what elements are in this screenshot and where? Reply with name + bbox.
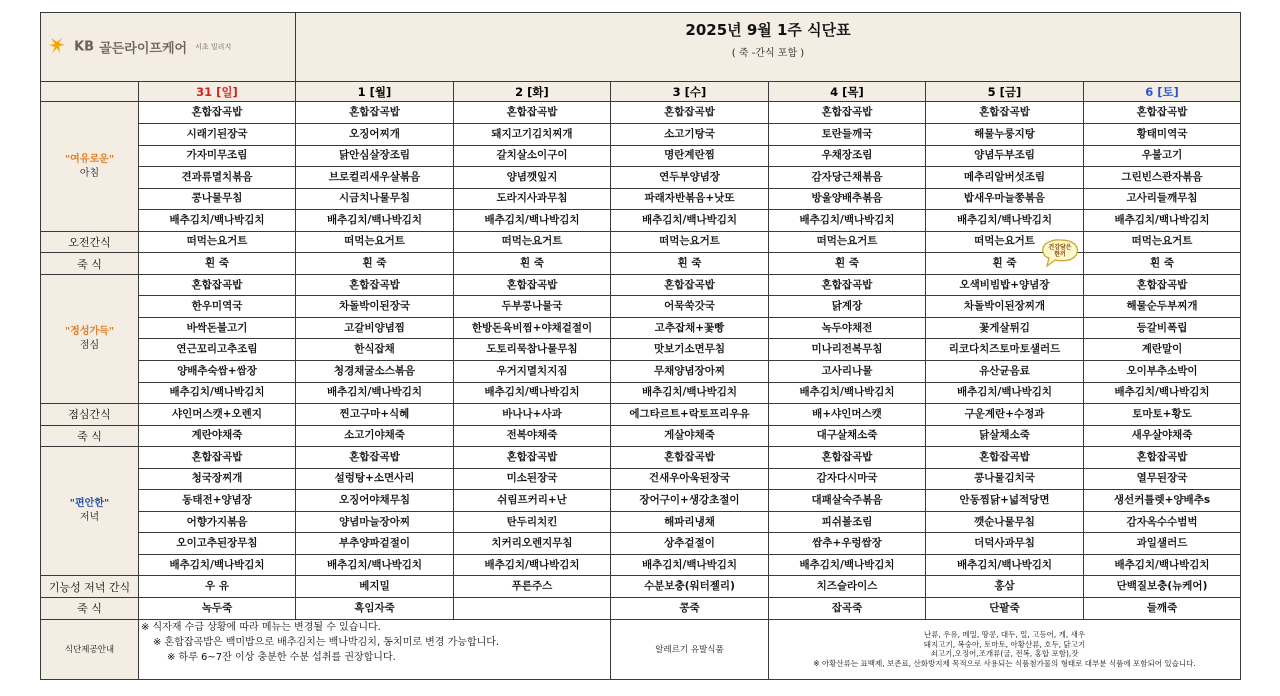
allergy-line: 쇠고기,오징어,조개류(굴, 전복, 홍합 포함),잣 — [930, 649, 1079, 659]
breakfast-menu-item: 브로컬리새우살볶음 — [296, 167, 454, 189]
breakfast-menu-item: 파래자반볶음+낫또 — [611, 188, 769, 210]
lunch-menu-item: 오색비빔밥+양념장 — [926, 274, 1084, 296]
porridge1-item: 흰 죽 — [1084, 253, 1241, 275]
lunch-menu-item: 해물순두부찌개 — [1084, 296, 1241, 318]
dinner-menu-item: 혼합잡곡밥 — [1084, 447, 1241, 469]
am_snack-item: 떠먹는요거트 — [611, 231, 769, 253]
am_snack-item: 떠먹는요거트 — [454, 231, 611, 253]
lunch-menu-item: 바싹돈불고기 — [139, 317, 296, 339]
porridge3-item: 단팥죽 — [926, 598, 1084, 620]
day-header: 6 [토] — [1084, 81, 1241, 101]
breakfast-menu-item: 혼합잡곡밥 — [1084, 102, 1241, 124]
dinner-menu-item: 건새우아욱된장국 — [611, 468, 769, 490]
allergy-line: 돼지고기, 복숭아, 토마토, 아황산류, 호두, 닭고기 — [923, 639, 1086, 649]
night_snack-item: 치즈슬라이스 — [769, 576, 926, 598]
breakfast-menu-item: 우채장조림 — [769, 145, 926, 167]
dinner-menu-item: 어향가지볶음 — [139, 511, 296, 533]
lunch-menu-item: 배추김치/백나박김치 — [454, 382, 611, 404]
lunch-menu-item: 혼합잡곡밥 — [454, 274, 611, 296]
lunch-menu-item: 유산균음료 — [926, 360, 1084, 382]
dinner-menu-item: 열무된장국 — [1084, 468, 1241, 490]
badge-text-line2: 한끼 — [1053, 251, 1066, 259]
porridge2-item: 계란야채죽 — [139, 425, 296, 447]
breakfast-menu-item: 양념두부조림 — [926, 145, 1084, 167]
night_snack-item: 푸른주스 — [454, 576, 611, 598]
breakfast-label-title: "여유로운" — [64, 153, 115, 165]
lunch-menu-item: 한우미역국 — [139, 296, 296, 318]
lunch-menu-item: 혼합잡곡밥 — [296, 274, 454, 296]
lunch-menu-item: 연근꼬리고추조림 — [139, 339, 296, 361]
notice-line: ※ 혼합잡곡밥은 백미밥으로 배추김치는 백나박김치, 동치미로 변경 가능합니다. — [153, 636, 500, 648]
title-area — [296, 13, 1241, 82]
corner-cell — [41, 81, 139, 101]
lunch-menu-item: 고사리나물 — [769, 360, 926, 382]
breakfast-menu-item: 연두부양념장 — [611, 167, 769, 189]
dinner-menu-item: 오이고추된장무침 — [139, 533, 296, 555]
dinner-label — [41, 447, 139, 576]
dinner-menu-item: 깻순나물무침 — [926, 511, 1084, 533]
breakfast-menu-item: 혼합잡곡밥 — [454, 102, 611, 124]
breakfast-menu-item: 오징어찌개 — [296, 123, 454, 145]
dinner-menu-item: 배추김치/백나박김치 — [769, 554, 926, 576]
pm_snack-label: 점심간식 — [41, 404, 139, 426]
dinner-menu-item: 배추김치/백나박김치 — [454, 554, 611, 576]
dinner-menu-item: 혼합잡곡밥 — [139, 447, 296, 469]
dinner-menu-item: 감자다시마국 — [769, 468, 926, 490]
dinner-menu-item: 생선커틀렛+양배추s — [1084, 490, 1241, 512]
lunch-menu-item: 녹두야채전 — [769, 317, 926, 339]
breakfast-menu-item: 배추김치/백나박김치 — [611, 210, 769, 232]
porridge1-item: 흰 죽 — [769, 253, 926, 275]
day-header: 4 [목] — [769, 81, 926, 101]
porridge1-item: 흰 죽 — [139, 253, 296, 275]
day-header: 31 [일] — [139, 81, 296, 101]
am_snack-item: 떠먹는요거트 — [769, 231, 926, 253]
dinner-menu-item: 치커리오렌지무침 — [454, 533, 611, 555]
dinner-label-title: "편안한" — [69, 498, 110, 510]
breakfast-menu-item: 배추김치/백나박김치 — [296, 210, 454, 232]
lunch-menu-item: 차돌박이된장국 — [296, 296, 454, 318]
logo-branch: 서초 빌리지 — [195, 42, 232, 51]
lunch-menu-item: 닭계장 — [769, 296, 926, 318]
dinner-menu-item: 배추김치/백나박김치 — [926, 554, 1084, 576]
breakfast-menu-item: 혼합잡곡밥 — [296, 102, 454, 124]
lunch-menu-item: 배추김치/백나박김치 — [139, 382, 296, 404]
breakfast-menu-item: 우불고기 — [1084, 145, 1241, 167]
breakfast-menu-item: 해물누룽지탕 — [926, 123, 1084, 145]
lunch-menu-item: 고갈비양념찜 — [296, 317, 454, 339]
lunch-menu-item: 배추김치/백나박김치 — [926, 382, 1084, 404]
dinner-menu-item: 오징어야채무침 — [296, 490, 454, 512]
dinner-menu-item: 과일샐러드 — [1084, 533, 1241, 555]
porridge1-item-text: 흰 죽 — [992, 257, 1017, 270]
lunch-menu-item: 고추잡채+꽃빵 — [611, 317, 769, 339]
dinner-menu-item: 감자옥수수범벅 — [1084, 511, 1241, 533]
dinner-menu-item: 쉬림프커리+난 — [454, 490, 611, 512]
pm_snack-item: 샤인머스캣+오렌지 — [139, 404, 296, 426]
porridge3-label: 죽 식 — [41, 598, 139, 620]
breakfast-menu-item: 시래기된장국 — [139, 123, 296, 145]
porridge1-label: 죽 식 — [41, 253, 139, 275]
lunch-menu-item: 차돌박이된장찌개 — [926, 296, 1084, 318]
day-header: 5 [금] — [926, 81, 1084, 101]
dinner-menu-item: 배추김치/백나박김치 — [139, 554, 296, 576]
pm_snack-item: 에그타르트+락토프리우유 — [611, 404, 769, 426]
lunch-menu-item: 배추김치/백나박김치 — [611, 382, 769, 404]
dinner-menu-item: 장어구이+생강초절이 — [611, 490, 769, 512]
porridge3-item: 들깨죽 — [1084, 598, 1241, 620]
notes-label: 식단제공안내 — [41, 619, 139, 679]
breakfast-menu-item: 돼지고기김치찌개 — [454, 123, 611, 145]
breakfast-menu-item: 갈치살소이구이 — [454, 145, 611, 167]
dinner-menu-item: 혼합잡곡밥 — [611, 447, 769, 469]
dinner-menu-item: 쌈추+우렁쌈장 — [769, 533, 926, 555]
meal-schedule-table — [40, 12, 1241, 680]
lunch-menu-item: 무채양념장아찌 — [611, 360, 769, 382]
lunch-menu-item: 혼합잡곡밥 — [769, 274, 926, 296]
porridge2-item: 새우살야채죽 — [1084, 425, 1241, 447]
breakfast-menu-item: 배추김치/백나박김치 — [1084, 210, 1241, 232]
dinner-menu-item: 혼합잡곡밥 — [769, 447, 926, 469]
page-title: 2025년 9월 1주 식단표 — [685, 21, 851, 39]
notice-line: ※ 식자재 수급 상황에 따라 메뉴는 변경될 수 있습니다. — [141, 621, 381, 633]
lunch-menu-item: 리코다치즈토마토샐러드 — [926, 339, 1084, 361]
dinner-menu-item: 콩나물김치국 — [926, 468, 1084, 490]
lunch-menu-item: 배추김치/백나박김치 — [296, 382, 454, 404]
am_snack-item: 떠먹는요거트 — [1084, 231, 1241, 253]
dinner-menu-item: 안동찜닭+넓적당면 — [926, 490, 1084, 512]
night_snack-item: 홍삼 — [926, 576, 1084, 598]
allergy-label: 알레르기 유발식품 — [611, 619, 769, 679]
breakfast-menu-item: 배추김치/백나박김치 — [926, 210, 1084, 232]
lunch-label-sub: 점심 — [79, 339, 100, 351]
logo-kb: KB — [74, 39, 95, 55]
lunch-menu-item: 도토리묵참나물무침 — [454, 339, 611, 361]
lunch-label-title: "정성가득" — [64, 325, 115, 337]
night_snack-item: 수분보충(워터젤리) — [611, 576, 769, 598]
lunch-menu-item: 한방돈육비찜+야채겉절이 — [454, 317, 611, 339]
notice-line: ※ 하루 6~7잔 이상 충분한 수분 섭취를 권장합니다. — [167, 651, 396, 663]
day-header: 2 [화] — [454, 81, 611, 101]
breakfast-menu-item: 배추김치/백나박김치 — [139, 210, 296, 232]
dinner-menu-item: 설렁탕+소면사리 — [296, 468, 454, 490]
logo-name: 골든라이프케어 — [99, 41, 188, 57]
porridge3-item: 녹두죽 — [139, 598, 296, 620]
porridge3-item: 흑임자죽 — [296, 598, 454, 620]
dinner-menu-item: 미소된장국 — [454, 468, 611, 490]
lunch-menu-item: 우거지멸치지짐 — [454, 360, 611, 382]
allergy-line: 난류, 우유, 메밀, 땅콩, 대두, 밀, 고등어, 게, 새우 — [923, 630, 1086, 640]
breakfast-menu-item: 고사리들깨무침 — [1084, 188, 1241, 210]
lunch-menu-item: 오이부추소박이 — [1084, 360, 1241, 382]
lunch-menu-item: 두부콩나물국 — [454, 296, 611, 318]
breakfast-menu-item: 메추리알버섯조림 — [926, 167, 1084, 189]
breakfast-menu-item: 그린빈스관자볶음 — [1084, 167, 1241, 189]
breakfast-menu-item: 혼합잡곡밥 — [769, 102, 926, 124]
day-header: 3 [수] — [611, 81, 769, 101]
menu-sheet — [40, 12, 1240, 680]
lunch-menu-item: 혼합잡곡밥 — [139, 274, 296, 296]
porridge3-item: 콩죽 — [611, 598, 769, 620]
am_snack-item: 떠먹는요거트 — [926, 231, 1084, 253]
porridge2-item: 게살야채죽 — [611, 425, 769, 447]
lunch-menu-item: 계란말이 — [1084, 339, 1241, 361]
dinner-menu-item: 해파리냉채 — [611, 511, 769, 533]
breakfast-menu-item: 도라지사과무침 — [454, 188, 611, 210]
dinner-menu-item: 배추김치/백나박김치 — [611, 554, 769, 576]
badge-wrapper — [992, 244, 1072, 273]
night_snack-item: 베지밀 — [296, 576, 454, 598]
breakfast-label-sub: 아침 — [79, 167, 100, 179]
porridge2-item: 소고기야채죽 — [296, 425, 454, 447]
lunch-menu-item: 등갈비폭립 — [1084, 317, 1241, 339]
porridge1-item — [926, 244, 1084, 275]
lunch-menu-item: 맛보기소면무침 — [611, 339, 769, 361]
pm_snack-item: 배+샤인머스캣 — [769, 404, 926, 426]
breakfast-menu-item: 황태미역국 — [1084, 123, 1241, 145]
lunch-menu-item: 양배추숙쌈+쌈장 — [139, 360, 296, 382]
breakfast-menu-item: 소고기탕국 — [611, 123, 769, 145]
dinner-menu-item: 상추겉절이 — [611, 533, 769, 555]
pm_snack-item: 토마토+황도 — [1084, 404, 1241, 426]
night_snack-label: 기능성 저녁 간식 — [41, 576, 139, 598]
porridge2-item: 닭살채소죽 — [926, 425, 1084, 447]
porridge1-item: 흰 죽 — [454, 253, 611, 275]
dinner-menu-item: 배추김치/백나박김치 — [296, 554, 454, 576]
breakfast-menu-item: 감자당근채볶음 — [769, 167, 926, 189]
dinner-menu-item: 부추양파겉절이 — [296, 533, 454, 555]
dinner-menu-item: 양념마늘장아찌 — [296, 511, 454, 533]
breakfast-label — [41, 102, 139, 231]
am_snack-item: 떠먹는요거트 — [139, 231, 296, 253]
lunch-menu-item: 어묵쑥갓국 — [611, 296, 769, 318]
breakfast-menu-item: 콩나물무침 — [139, 188, 296, 210]
lunch-menu-item: 청경채굴소스볶음 — [296, 360, 454, 382]
breakfast-menu-item: 밥새우마늘쫑볶음 — [926, 188, 1084, 210]
dinner-menu-item: 동태전+양념장 — [139, 490, 296, 512]
breakfast-menu-item: 토란들깨국 — [769, 123, 926, 145]
pm_snack-item: 찐고구마+식혜 — [296, 404, 454, 426]
lunch-menu-item: 꽃게살튀김 — [926, 317, 1084, 339]
dinner-menu-item: 탄두리치킨 — [454, 511, 611, 533]
breakfast-menu-item: 혼합잡곡밥 — [611, 102, 769, 124]
dinner-menu-item: 혼합잡곡밥 — [454, 447, 611, 469]
breakfast-menu-item: 혼합잡곡밥 — [139, 102, 296, 124]
lunch-menu-item: 혼합잡곡밥 — [1084, 274, 1241, 296]
porridge3-item — [454, 598, 611, 620]
day-header: 1 [월] — [296, 81, 454, 101]
breakfast-menu-item: 가자미무조림 — [139, 145, 296, 167]
allergy-list — [769, 619, 1241, 679]
night_snack-item: 단백질보충(뉴케어) — [1084, 576, 1241, 598]
lunch-menu-item: 미나리전복무침 — [769, 339, 926, 361]
breakfast-menu-item: 양념깻잎지 — [454, 167, 611, 189]
badge-text-line1: 건강담은 — [1047, 244, 1072, 252]
notes-body — [139, 619, 611, 679]
porridge3-item: 잡곡죽 — [769, 598, 926, 620]
lunch-menu-item: 혼합잡곡밥 — [611, 274, 769, 296]
logo-area — [41, 13, 296, 82]
dinner-menu-item: 대패살숙주볶음 — [769, 490, 926, 512]
breakfast-menu-item: 혼합잡곡밥 — [926, 102, 1084, 124]
lunch-menu-item: 한식잡채 — [296, 339, 454, 361]
lunch-menu-item: 배추김치/백나박김치 — [769, 382, 926, 404]
dinner-menu-item: 혼합잡곡밥 — [926, 447, 1084, 469]
breakfast-menu-item: 배추김치/백나박김치 — [454, 210, 611, 232]
dinner-label-sub: 저녁 — [79, 512, 100, 524]
night_snack-item: 우 유 — [139, 576, 296, 598]
dinner-menu-item: 혼합잡곡밥 — [296, 447, 454, 469]
pm_snack-item: 바나나+사과 — [454, 404, 611, 426]
breakfast-menu-item: 방울양배추볶음 — [769, 188, 926, 210]
allergy-line: ※ 아황산류는 표백제, 보존료, 산화방지제 목적으로 사용되는 식품첨가물의 형태로 대부분 식품에 포함되어 있습니다. — [813, 658, 1196, 668]
breakfast-menu-item: 시금치나물무침 — [296, 188, 454, 210]
lunch-label — [41, 274, 139, 403]
breakfast-menu-item: 명란계란찜 — [611, 145, 769, 167]
porridge1-item: 흰 죽 — [611, 253, 769, 275]
porridge2-item: 대구살채소죽 — [769, 425, 926, 447]
breakfast-menu-item: 배추김치/백나박김치 — [769, 210, 926, 232]
porridge2-label: 죽 식 — [41, 425, 139, 447]
porridge1-item: 흰 죽 — [296, 253, 454, 275]
dinner-menu-item: 청국장찌개 — [139, 468, 296, 490]
speech-bubble-icon — [1039, 238, 1081, 268]
kb-star-icon — [47, 36, 69, 58]
pm_snack-item: 구운계란+수정과 — [926, 404, 1084, 426]
am_snack-item: 떠먹는요거트 — [296, 231, 454, 253]
breakfast-menu-item: 견과류멸치볶음 — [139, 167, 296, 189]
breakfast-menu-item: 닭안심살장조림 — [296, 145, 454, 167]
page-subtitle: ( 죽 -간식 포함 ) — [731, 48, 805, 59]
dinner-menu-item: 피쉬볼조림 — [769, 511, 926, 533]
lunch-menu-item: 배추김치/백나박김치 — [1084, 382, 1241, 404]
am_snack-label: 오전간식 — [41, 231, 139, 253]
dinner-menu-item: 더덕사과무침 — [926, 533, 1084, 555]
porridge2-item: 전복야채죽 — [454, 425, 611, 447]
dinner-menu-item: 배추김치/백나박김치 — [1084, 554, 1241, 576]
